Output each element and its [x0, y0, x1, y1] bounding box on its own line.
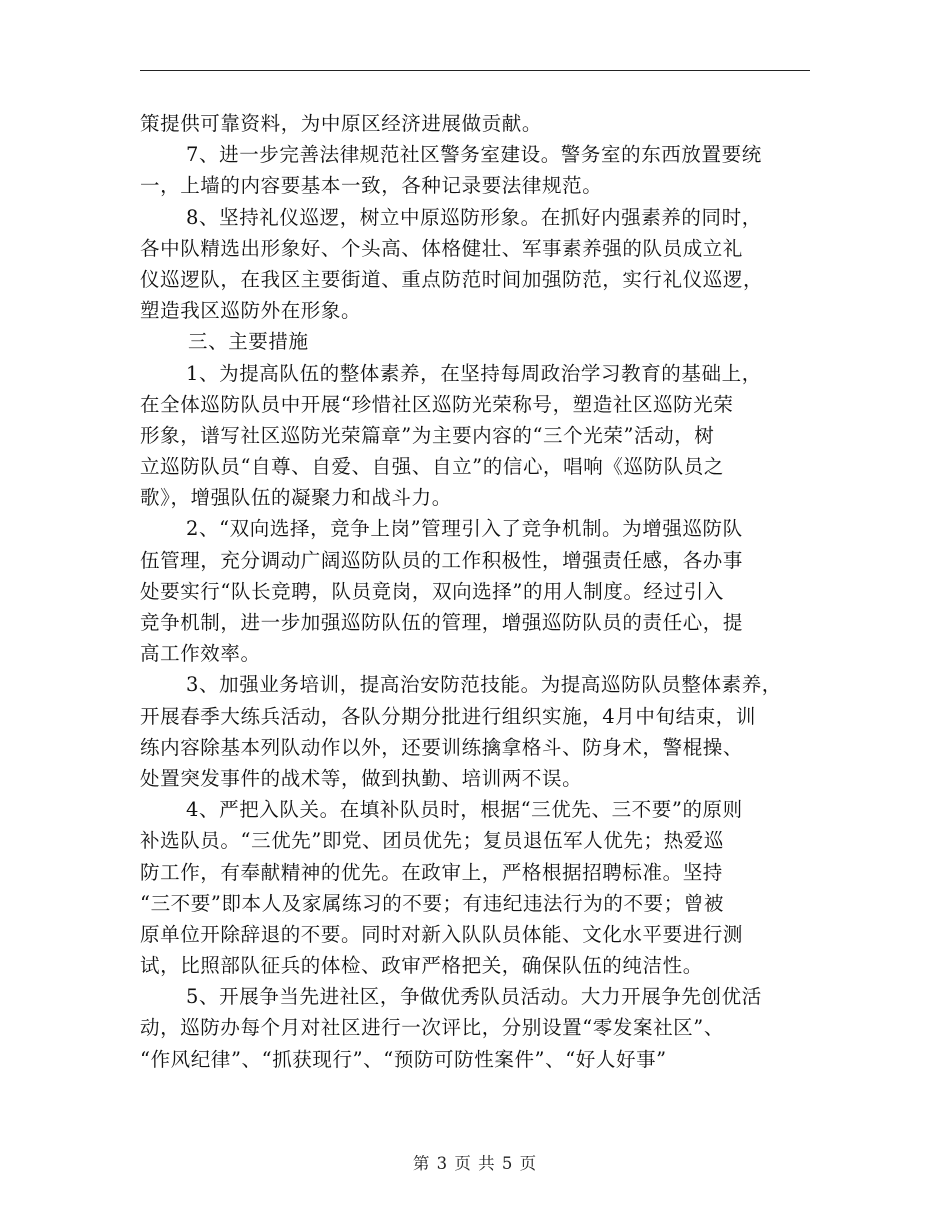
- text-line: 1、为提高队伍的整体素养，在坚持每周政治学习教育的基础上，: [186, 361, 762, 385]
- text-line: 一，上墙的内容要基本一致，各种记录要法律规范。: [140, 174, 603, 198]
- text-line: 各中队精选出形象好、个头高、体格健壮、军事素养强的队员成立礼: [140, 236, 744, 260]
- text-line: 开展春季大练兵活动，各队分期分批进行组织实施，4月中旬结束，训: [140, 704, 757, 728]
- text-line: “作风纪律”、“抓获现行”、“预防可防性案件”、“好人好事”: [140, 1047, 667, 1071]
- text-line: 4、严把入队关。在填补队员时，根据“三优先、三不要”的原则: [186, 798, 743, 822]
- text-line: 5、开展争当先进社区，争做优秀队员活动。大力开展争先创优活: [186, 985, 762, 1009]
- text-line: 防工作，有奉献精神的优先。在政审上，严格根据招聘标准。坚持: [140, 860, 723, 884]
- text-line: 伍管理，充分调动广阔巡防队员的工作积极性，增强责任感，各办事: [140, 548, 744, 572]
- header-rule: [140, 70, 810, 71]
- text-line: 三、主要措施: [188, 330, 309, 354]
- text-line: 补选队员。“三优先”即党、团员优先；复员退伍军人优先；热爱巡: [140, 829, 724, 853]
- text-line: “三不要”即本人及家属练习的不要；有违纪违法行为的不要；曾被: [140, 891, 724, 915]
- text-line: 8、坚持礼仪巡逻，树立中原巡防形象。在抓好内强素养的同时，: [186, 205, 762, 229]
- text-line: 7、进一步完善法律规范社区警务室建设。警务室的东西放置要统: [186, 143, 762, 167]
- text-line: 原单位开除辞退的不要。同时对新入队队员体能、文化水平要进行测: [140, 922, 744, 946]
- text-line: 练内容除基本列队动作以外，还要训练擒拿格斗、防身术，警棍操、: [140, 735, 744, 759]
- document-body: [140, 108, 812, 1075]
- text-line: 动，巡防办每个月对社区进行一次评比，分别设置“零发案社区”、: [140, 1016, 724, 1040]
- text-line: 歌》，增强队伍的凝聚力和战斗力。: [140, 486, 452, 510]
- text-line: 立巡防队员“自尊、自爱、自强、自立”的信心，唱响《巡防队员之: [140, 455, 724, 479]
- text-line: 高工作效率。: [140, 642, 261, 666]
- text-line: 策提供可靠资料，为中原区经济进展做贡献。: [140, 112, 543, 135]
- text-line: 在全体巡防队员中开展“珍惜社区巡防光荣称号，塑造社区巡防光荣: [140, 392, 734, 416]
- page-footer: 第 3 页 共 5 页: [412, 1154, 538, 1173]
- text-line: 3、加强业务培训，提高治安防范技能。为提高巡防队员整体素养，: [186, 673, 782, 697]
- text-line: 竞争机制，进一步加强巡防队伍的管理，增强巡防队员的责任心，提: [140, 611, 744, 634]
- text-line: 处要实行“队长竞聘，队员竟岗，双向选择”的用人制度。经过引入: [140, 579, 724, 603]
- text-line: 仪巡逻队，在我区主要街道、重点防范时间加强防范，实行礼仪巡逻，: [140, 267, 764, 291]
- text-line: 形象，谱写社区巡防光荣篇章”为主要内容的“三个光荣”活动，树: [140, 423, 715, 447]
- text-line: 试，比照部队征兵的体检、政审严格把关，确保队伍的纯洁性。: [140, 954, 703, 978]
- text-line: 处置突发事件的战术等，做到执勤、培训两不误。: [140, 766, 583, 790]
- text-line: 2、“双向选择，竞争上岗”管理引入了竞争机制。为增强巡防队: [186, 517, 743, 541]
- text-line: 塑造我区巡防外在形象。: [140, 299, 362, 323]
